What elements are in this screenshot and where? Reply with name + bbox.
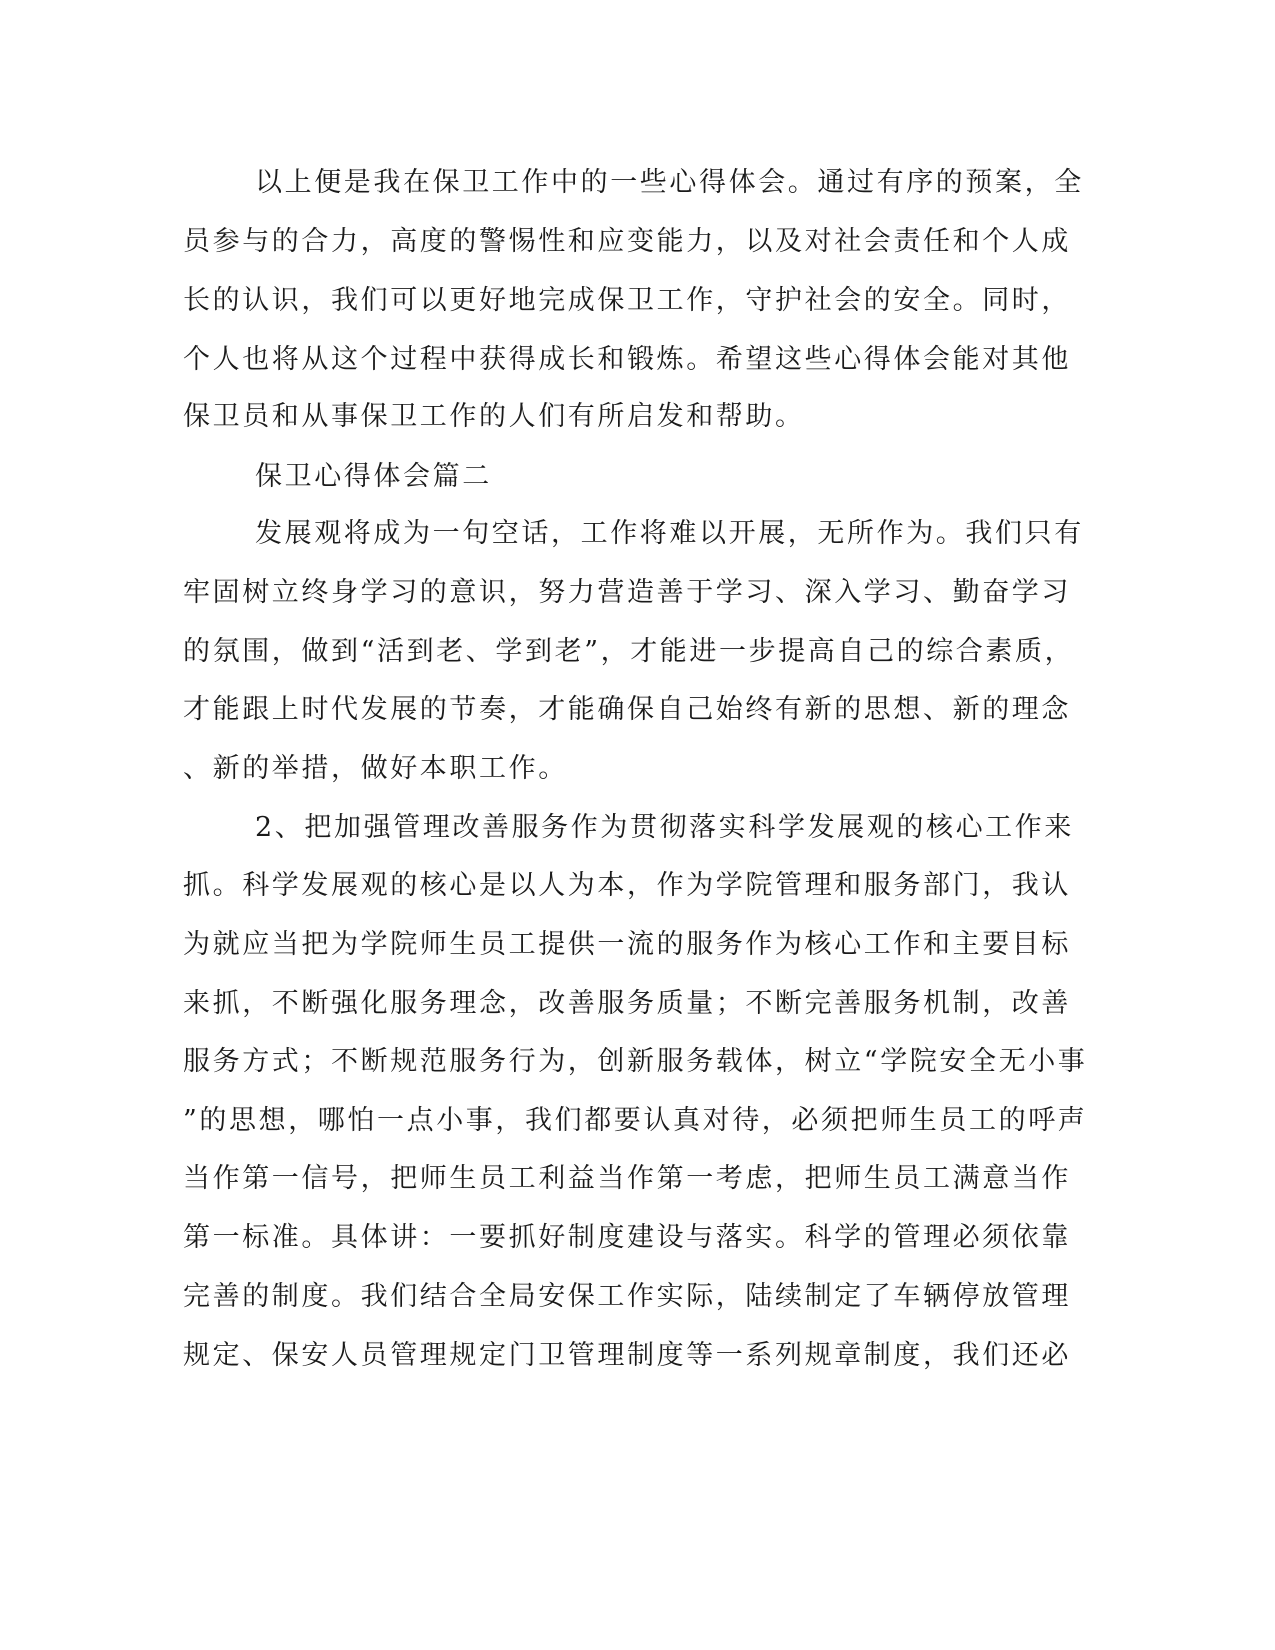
text-line: 以上便是我在保卫工作中的一些心得体会。通过有序的预案，全 <box>255 167 1084 198</box>
text-line: 当作第一信号，把师生员工利益当作第一考虑，把师生员工满意当作 <box>183 1163 1071 1194</box>
text-line: 员参与的合力，高度的警惕性和应变能力，以及对社会责任和个人成 <box>183 226 1071 257</box>
text-line: 个人也将从这个过程中获得成长和锻炼。希望这些心得体会能对其他 <box>183 344 1071 375</box>
text-line: 规定、保安人员管理规定门卫管理制度等一系列规章制度，我们还必 <box>183 1340 1071 1371</box>
text-line: ”的思想，哪怕一点小事，我们都要认真对待，必须把师生员工的呼声 <box>183 1105 1088 1136</box>
text-line: 发展观将成为一句空话，工作将难以开展，无所作为。我们只有 <box>255 518 1084 549</box>
text-line: 为就应当把为学院师生员工提供一流的服务作为核心工作和主要目标 <box>183 929 1071 960</box>
text-line: 牢固树立终身学习的意识，努力营造善于学习、深入学习、勤奋学习 <box>183 577 1071 608</box>
text-line: 2、把加强管理改善服务作为贯彻落实科学发展观的核心工作来 <box>255 812 1074 843</box>
text-line: 来抓，不断强化服务理念，改善服务质量；不断完善服务机制，改善 <box>183 988 1071 1019</box>
text-line: 保卫员和从事保卫工作的人们有所启发和帮助。 <box>183 401 805 432</box>
text-line: 抓。科学发展观的核心是以人为本，作为学院管理和服务部门，我认 <box>183 870 1071 901</box>
text-line: 长的认识，我们可以更好地完成保卫工作，守护社会的安全。同时， <box>183 285 1071 316</box>
text-line: 才能跟上时代发展的节奏，才能确保自己始终有新的思想、新的理念 <box>183 694 1071 725</box>
text-line: 完善的制度。我们结合全局安保工作实际，陆续制定了车辆停放管理 <box>183 1281 1071 1312</box>
section-heading: 保卫心得体会篇二 <box>255 461 492 492</box>
text-line: 、新的举措，做好本职工作。 <box>183 753 568 784</box>
text-line: 的氛围，做到“活到老、学到老”，才能进一步提高自己的综合素质， <box>183 636 1075 667</box>
text-line: 第一标准。具体讲：一要抓好制度建设与落实。科学的管理必须依靠 <box>183 1222 1071 1253</box>
text-line: 服务方式；不断规范服务行为，创新服务载体，树立“学院安全无小事 <box>183 1046 1088 1077</box>
